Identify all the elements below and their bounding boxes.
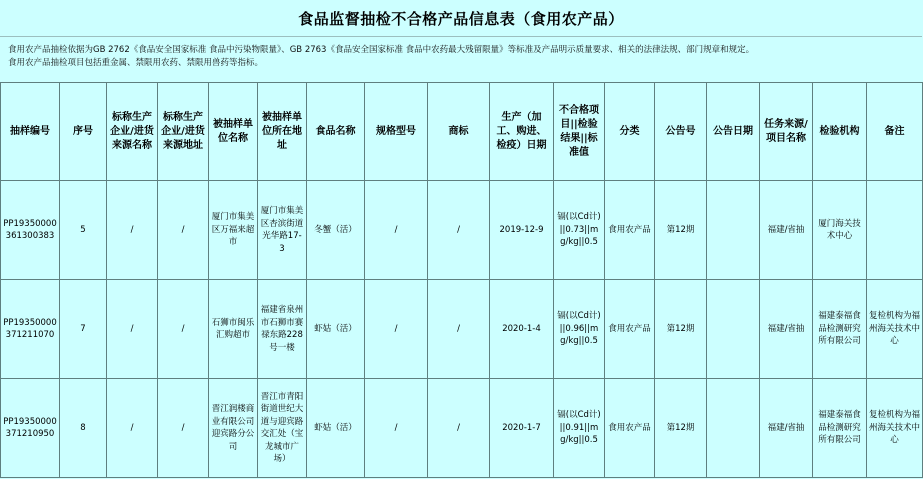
cell-brand: / [428, 379, 490, 478]
cell-producer-address: / [158, 280, 209, 379]
sheet-title: 食品监督抽检不合格产品信息表（食用农产品） [0, 0, 922, 37]
cell-producer-address: / [158, 379, 209, 478]
cell-sample-no: PP19350000371211070 [1, 280, 60, 379]
col-header-notice-no: 公告号 [655, 83, 707, 181]
note-line: 食用农产品抽检项目包括重金属、禁限用农药、禁限用兽药等指标。 [8, 58, 264, 68]
cell-notice-date [707, 280, 760, 379]
cell-seq: 7 [60, 280, 107, 379]
cell-notice-date [707, 181, 760, 280]
col-header-brand: 商标 [428, 83, 490, 181]
col-header-production-date: 生产（加工、购进、检疫）日期 [490, 83, 554, 181]
table-row [1, 280, 923, 379]
col-header-producer-name: 标称生产企业/进货来源名称 [107, 83, 158, 181]
cell-producer-name: / [107, 280, 158, 379]
cell-sample-no: PP19350000371210950 [1, 379, 60, 478]
col-header-remarks: 备注 [867, 83, 923, 181]
col-header-sample-no: 抽样编号 [1, 83, 60, 181]
cell-production-date: 2020-1-4 [490, 280, 554, 379]
cell-notice-no: 第12期 [655, 379, 707, 478]
cell-failed-item: 镉(以Cd计)||0.91||mg/kg||0.5 [554, 379, 605, 478]
col-header-category: 分类 [605, 83, 655, 181]
cell-spec: / [365, 379, 428, 478]
cell-sampled-unit-address: 福建省泉州市石狮市赛禄东路228号一楼 [258, 280, 307, 379]
cell-remarks [867, 181, 923, 280]
notes-block [8, 44, 913, 70]
cell-production-date: 2020-1-7 [490, 379, 554, 478]
cell-food-name: 虾姑（活） [307, 379, 365, 478]
col-header-sampled-unit-name: 被抽样单位名称 [209, 83, 258, 181]
cell-seq: 5 [60, 181, 107, 280]
cell-brand: / [428, 181, 490, 280]
col-header-sampled-unit-address: 被抽样单位所在地址 [258, 83, 307, 181]
table-row [1, 379, 923, 478]
results-table [0, 82, 923, 478]
cell-lab: 厦门海关技术中心 [813, 181, 867, 280]
cell-brand: / [428, 280, 490, 379]
cell-category: 食用农产品 [605, 379, 655, 478]
cell-sample-no: PP19350000361300383 [1, 181, 60, 280]
cell-producer-name: / [107, 379, 158, 478]
cell-task-source: 福建/省抽 [760, 280, 813, 379]
cell-producer-name: / [107, 181, 158, 280]
col-header-failed-item: 不合格项目||检验结果||标准值 [554, 83, 605, 181]
cell-category: 食用农产品 [605, 181, 655, 280]
cell-spec: / [365, 280, 428, 379]
col-header-spec: 规格型号 [365, 83, 428, 181]
col-header-notice-date: 公告日期 [707, 83, 760, 181]
cell-seq: 8 [60, 379, 107, 478]
cell-task-source: 福建/省抽 [760, 181, 813, 280]
col-header-seq: 序号 [60, 83, 107, 181]
header-row [1, 83, 923, 181]
col-header-producer-address: 标称生产企业/进货来源地址 [158, 83, 209, 181]
cell-sampled-unit-name: 厦门市集美区万福来超市 [209, 181, 258, 280]
cell-sampled-unit-name: 晋江润楼商业有限公司迎宾路分公司 [209, 379, 258, 478]
table-row [1, 181, 923, 280]
cell-food-name: 虾姑（活） [307, 280, 365, 379]
cell-notice-date [707, 379, 760, 478]
cell-notice-no: 第12期 [655, 280, 707, 379]
note-line: 食用农产品抽检依据为GB 2762《食品安全国家标准 食品中污染物限量》、GB 2763《食品安全国家标准 食品中农药最大残留限量》等标准及产品明示质量要求、相关的法律法规、部门规章和规定。 [8, 45, 755, 55]
cell-sampled-unit-name: 石狮市闽乐汇购超市 [209, 280, 258, 379]
cell-category: 食用农产品 [605, 280, 655, 379]
cell-production-date: 2019-12-9 [490, 181, 554, 280]
cell-producer-address: / [158, 181, 209, 280]
cell-sampled-unit-address: 厦门市集美区杏滨街道光华路17-3 [258, 181, 307, 280]
col-header-food-name: 食品名称 [307, 83, 365, 181]
cell-remarks: 复检机构为福州海关技术中心 [867, 379, 923, 478]
cell-failed-item: 镉(以Cd计)||0.96||mg/kg||0.5 [554, 280, 605, 379]
cell-remarks: 复检机构为福州海关技术中心 [867, 280, 923, 379]
cell-failed-item: 镉(以Cd计)||0.73||mg/kg||0.5 [554, 181, 605, 280]
cell-food-name: 冬蟹（活） [307, 181, 365, 280]
col-header-task-source: 任务来源/项目名称 [760, 83, 813, 181]
cell-lab: 福建泰福食品检测研究所有限公司 [813, 379, 867, 478]
cell-lab: 福建泰福食品检测研究所有限公司 [813, 280, 867, 379]
cell-task-source: 福建/省抽 [760, 379, 813, 478]
cell-spec: / [365, 181, 428, 280]
cell-notice-no: 第12期 [655, 181, 707, 280]
col-header-lab: 检验机构 [813, 83, 867, 181]
cell-sampled-unit-address: 晋江市青阳街道世纪大道与迎宾路交汇处（宝龙城市广场） [258, 379, 307, 478]
